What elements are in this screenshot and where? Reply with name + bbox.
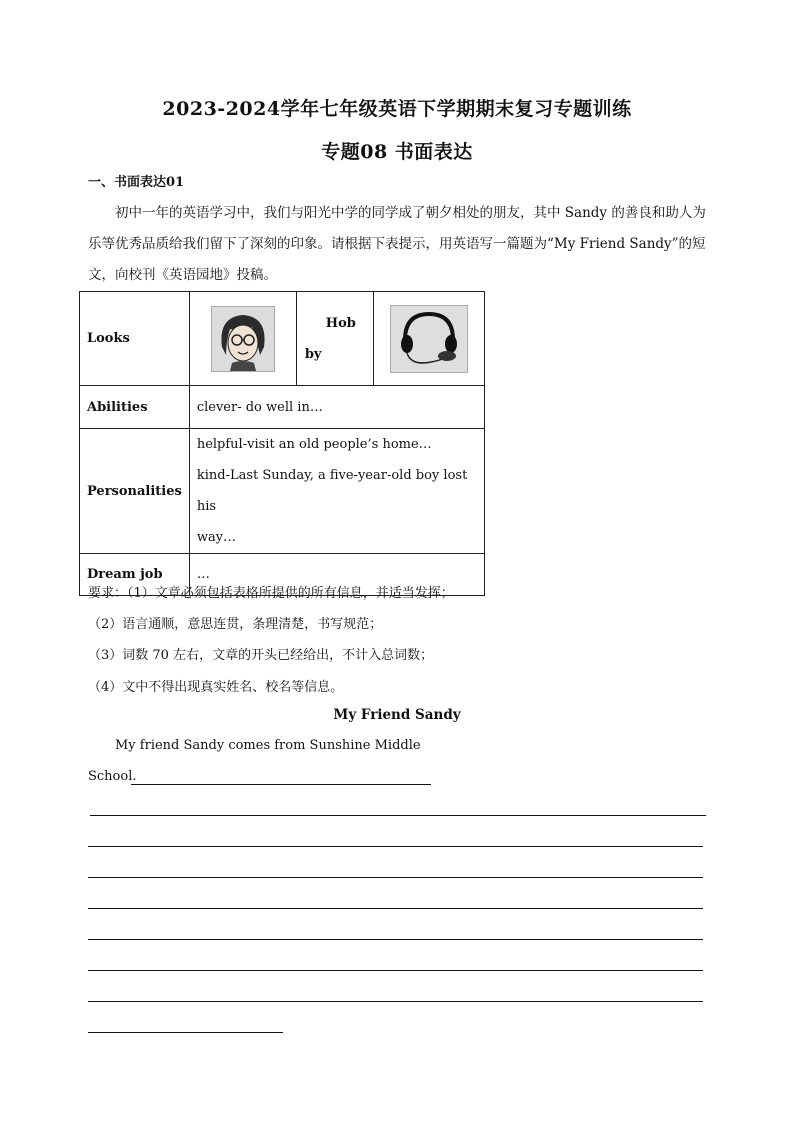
abilities-value: clever- do well in… [189, 386, 484, 429]
document-title: 2023-2024学年七年级英语下学期期末复习专题训练 [162, 98, 632, 120]
answer-line[interactable] [88, 908, 703, 909]
document-subtitle: 专题08 书面表达 [321, 141, 473, 163]
answer-line[interactable] [88, 970, 703, 971]
abilities-label: Abilities [80, 386, 190, 429]
essay-opening: My friend Sandy comes from Sunshine Middle [115, 738, 421, 753]
section-heading: 一、书面表达01 [88, 175, 185, 190]
table-row-looks [80, 292, 485, 386]
requirement-line: 要求：（1）文章必须包括表格所提供的所有信息，并适当发挥； [88, 586, 454, 601]
dream-job-value: … [189, 554, 484, 596]
answer-line[interactable] [88, 846, 703, 847]
personalities-label: Personalities [80, 429, 190, 554]
personalities-line: helpful-visit an old people’s home… [196, 437, 432, 452]
requirement-line: （4）文中不得出现真实姓名、校名等信息。 [88, 680, 344, 695]
answer-line[interactable] [88, 1001, 703, 1002]
essay-title: My Friend Sandy [333, 707, 461, 723]
table-row-personalities [80, 429, 485, 554]
hobby-label-part1: Hob [325, 316, 356, 331]
hobby-label-cell [296, 292, 373, 386]
answer-line[interactable] [88, 939, 703, 940]
answer-line[interactable] [88, 877, 703, 878]
headphones-icon [390, 305, 468, 373]
girl-with-glasses-icon [211, 306, 275, 372]
requirement-line: （3）词数 70 左右，文章的开头已经给出，不计入总词数； [88, 648, 434, 663]
table-row-abilities [80, 386, 485, 429]
essay-opening-continued: School. [88, 769, 137, 784]
personalities-value [189, 429, 484, 554]
personalities-line: kind-Last Sunday, a five-year-old boy lost his [196, 468, 468, 514]
personalities-line: way… [196, 530, 237, 545]
answer-line[interactable] [90, 815, 706, 816]
hobby-image-cell [373, 292, 484, 386]
requirement-line: （2）语言通顺，意思连贯，条理清楚，书写规范； [88, 617, 383, 632]
hobby-label-part2: by [304, 347, 322, 362]
answer-line[interactable] [88, 1032, 283, 1033]
looks-image-cell [189, 292, 296, 386]
task-intro: 初中一年的英语学习中，我们与阳光中学的同学成了朝夕相处的朋友，其中 Sandy 的善良和助人为乐等优秀品质给我们留下了深刻的印象。请根据下表提示，用英语写一篇题为“My Friend Sandy”的短文，向校刊《英语园地》投稿。 [88, 205, 706, 283]
info-table [79, 291, 485, 596]
looks-label: Looks [80, 292, 190, 386]
answer-line[interactable] [131, 784, 431, 785]
dream-job-label: Dream job [80, 554, 190, 596]
